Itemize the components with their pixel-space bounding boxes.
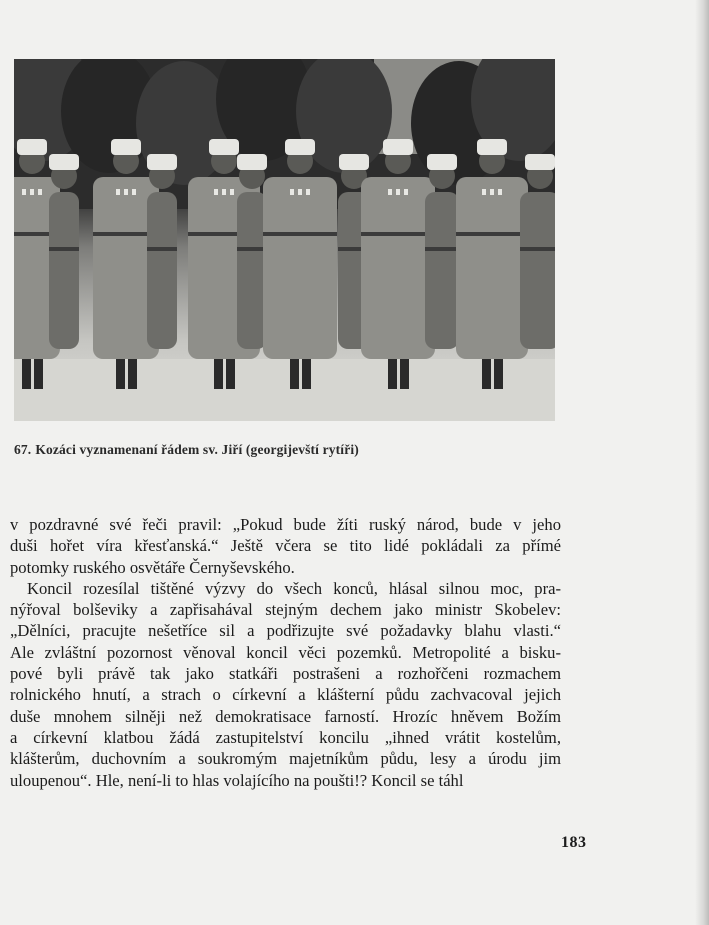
papakha-hat <box>111 139 141 155</box>
belt <box>456 232 528 236</box>
papakha-hat <box>237 154 267 170</box>
medal <box>22 189 26 195</box>
medal <box>30 189 34 195</box>
text-line: potomky ruského osvětáře Černyševského. <box>10 557 295 577</box>
medal <box>490 189 494 195</box>
medal <box>396 189 400 195</box>
boot <box>388 359 397 389</box>
medal <box>404 189 408 195</box>
boot <box>302 359 311 389</box>
papakha-hat <box>209 139 239 155</box>
belt <box>425 247 459 251</box>
text-line: v pozdravné své řeči pravil: „Pokud bude žíti ruský národ, bude v jeho <box>10 515 561 534</box>
boot <box>226 359 235 389</box>
cossack-coat <box>361 177 435 359</box>
boot <box>214 359 223 389</box>
medal <box>290 189 294 195</box>
body-text <box>0 514 561 791</box>
boot <box>34 359 43 389</box>
text-line: nýřoval bolševiky a zapřisahával stejným dechem jako ministr Skobelev: <box>10 600 561 620</box>
papakha-hat <box>285 139 315 155</box>
medal <box>132 189 136 195</box>
papakha-hat <box>477 139 507 155</box>
text-line: „Dělníci, pracujte nešetříce sil a podřizujte své požadavky blahu vlasti.“ <box>10 621 561 641</box>
belt <box>237 247 267 251</box>
papakha-hat <box>525 154 555 170</box>
text-line: pové byli právě tak jako statkáři postrašeni a rozhořčeni rozmachem <box>10 664 561 684</box>
ground <box>14 359 555 421</box>
page-number: 183 <box>561 834 587 851</box>
papakha-hat <box>383 139 413 155</box>
medal <box>482 189 486 195</box>
belt <box>263 232 337 236</box>
medal <box>116 189 120 195</box>
papakha-hat <box>339 154 369 170</box>
papakha-hat <box>49 154 79 170</box>
papakha-hat <box>427 154 457 170</box>
belt <box>520 247 555 251</box>
boot <box>22 359 31 389</box>
figure-photograph <box>14 59 555 421</box>
medal <box>388 189 392 195</box>
text-line: duše mnohem silněji než demokratisace farností. Hrozíc hněvem Božím <box>10 706 561 726</box>
cossack-coat <box>520 192 555 349</box>
page-edge-shadow <box>695 0 709 925</box>
boot <box>290 359 299 389</box>
text-line: duši hořet víra křesťanská.“ Ještě včera se tito lidé pokládali za přímé <box>10 536 561 556</box>
cossack-coat <box>237 192 267 349</box>
medal <box>222 189 226 195</box>
medal <box>298 189 302 195</box>
text-line: a církevní klatbou žádá zastupitelství koncilu „ihned vrátit kostelům, <box>10 727 561 747</box>
boot <box>400 359 409 389</box>
medal <box>124 189 128 195</box>
medal <box>306 189 310 195</box>
cossack-coat <box>456 177 528 359</box>
figure-caption <box>14 442 359 458</box>
boot <box>494 359 503 389</box>
cossack-coat <box>263 177 337 359</box>
figure-caption-text: Kozáci vyznamenaní řádem sv. Jiří (georgijevští rytíři) <box>35 442 359 457</box>
medal <box>498 189 502 195</box>
boot <box>128 359 137 389</box>
belt <box>147 247 177 251</box>
text-line: klášterům, duchovním a soukromým majetníkům půdu, lesy a úrodu jim <box>10 749 561 769</box>
text-line: uloupenou“. Hle, není-li to hlas volajícího na poušti!? Koncil se táhl <box>10 770 464 790</box>
text-line: Koncil rozesílal tištěné výzvy do všech konců, hlásal silnou moc, pra- <box>27 578 561 598</box>
text-line: rolnického hnutí, a strach o církevní a klášterní půdu zachvacoval jejich <box>10 685 561 705</box>
boot <box>116 359 125 389</box>
papakha-hat <box>147 154 177 170</box>
cossack-coat <box>49 192 79 349</box>
cossack-coat <box>425 192 459 349</box>
figure-number: 67. <box>14 442 32 457</box>
boot <box>482 359 491 389</box>
cossack-coat <box>147 192 177 349</box>
belt <box>361 232 435 236</box>
medal <box>230 189 234 195</box>
medal <box>38 189 42 195</box>
medal <box>214 189 218 195</box>
papakha-hat <box>17 139 47 155</box>
text-line: Ale zvláštní pozornost věnoval koncil věci pozemků. Metropolité a bisku- <box>10 642 561 662</box>
belt <box>49 247 79 251</box>
cossacks-photo-illustration <box>14 59 555 421</box>
